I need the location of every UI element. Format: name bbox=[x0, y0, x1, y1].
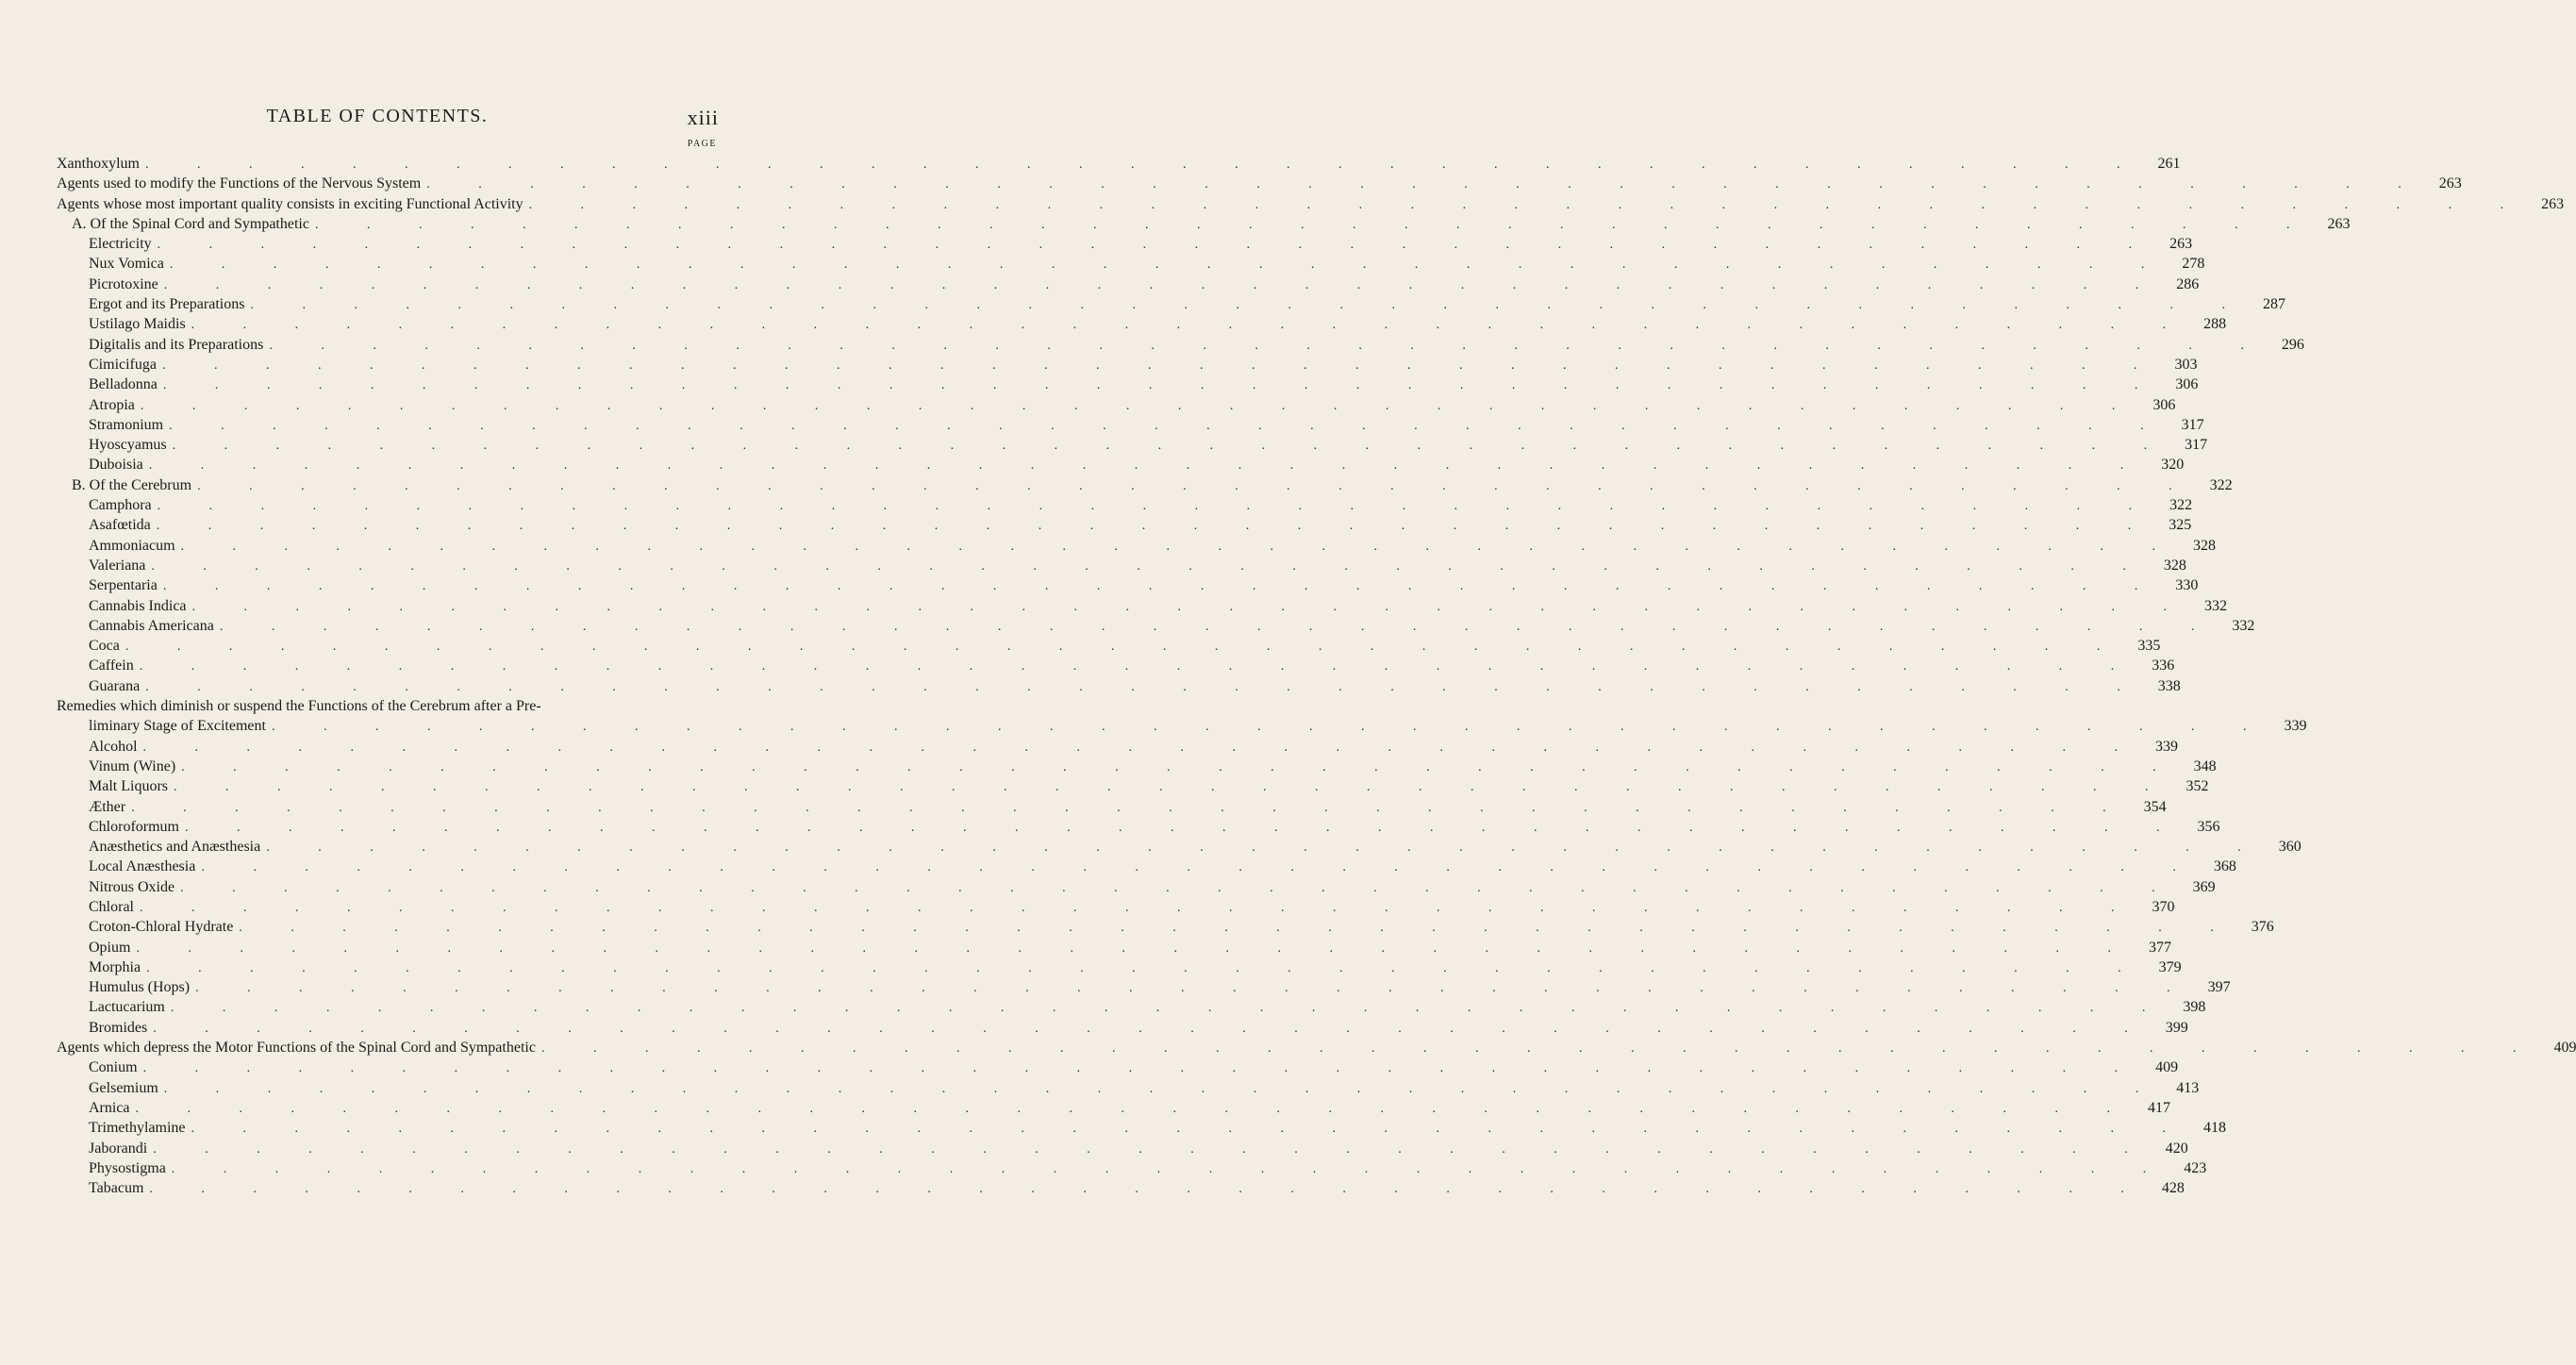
toc-entry-page: 369 bbox=[2192, 878, 2216, 895]
toc-entry bbox=[57, 817, 2220, 837]
toc-entry-page: 317 bbox=[2185, 437, 2208, 454]
toc-entry bbox=[57, 174, 2462, 193]
toc-entry bbox=[57, 957, 2182, 977]
toc-entry-page: 303 bbox=[2174, 356, 2198, 373]
dot-leader: . . . . . . . . . . . . . . . . . . . . . . . . . . . . . . . . . . . . . . . bbox=[185, 820, 2183, 835]
toc-entry-page: 322 bbox=[2169, 497, 2193, 514]
toc-entry bbox=[57, 355, 2198, 375]
toc-entry bbox=[57, 837, 2302, 857]
dot-leader: . . . . . . . . . . . . . . . . . . . . . . . . . . . . . . . . . . . . . . . bbox=[136, 941, 2134, 956]
toc-entry-title: Agents used to modify the Functions of the Nervous System bbox=[57, 175, 422, 192]
dot-leader: . . . . . . . . . . . . . . . . . . . . . . . . . . . . . . . . . . . . . . . bbox=[153, 1141, 2151, 1157]
toc-entry-page: 330 bbox=[2175, 577, 2199, 594]
toc-entry bbox=[57, 294, 2285, 314]
toc-entry-page: 320 bbox=[2161, 457, 2185, 474]
toc-entry-title: Æther bbox=[89, 798, 126, 815]
toc-entry bbox=[57, 254, 2205, 274]
toc-entry-page: 263 bbox=[2541, 195, 2565, 212]
dot-leader: . . . . . . . . . . . . . . . . . . . . . . . . . . . . . . . . . . . . . . . bbox=[197, 478, 2195, 493]
toc-entry-page: 348 bbox=[2193, 757, 2217, 774]
toc-entry-page: 428 bbox=[2161, 1180, 2185, 1197]
dot-leader: . . . . . . . . . . . . . . . . . . . . . . . . . . . . . . . . . . . . . . . bbox=[195, 981, 2193, 996]
toc-entry bbox=[57, 596, 2228, 616]
page-column-label: PAGE bbox=[687, 139, 717, 149]
toc-entry-page: 397 bbox=[2207, 979, 2231, 996]
toc-entry-page: 423 bbox=[2184, 1159, 2207, 1176]
toc-entry-page: 377 bbox=[2148, 939, 2171, 956]
toc-entry bbox=[57, 495, 2193, 515]
toc-entry-title: Ammoniacum bbox=[89, 537, 175, 554]
toc-entry bbox=[57, 575, 2199, 595]
toc-entry bbox=[57, 536, 2217, 556]
toc-entry bbox=[57, 1118, 2227, 1138]
toc-entry-title: Guarana bbox=[89, 677, 141, 694]
toc-entry-page: 263 bbox=[2438, 175, 2462, 192]
toc-entry-continuation bbox=[57, 716, 2307, 736]
toc-entry-page: 328 bbox=[2193, 537, 2217, 554]
toc-entry bbox=[57, 455, 2185, 474]
dot-leader: . . . . . . . . . . . . . . . . . . . . . . . . . . . . . . . . . . . . . . . bbox=[162, 378, 2161, 393]
toc-entry-page: 332 bbox=[2232, 617, 2255, 634]
toc-entry bbox=[57, 234, 2193, 254]
toc-entry-page: 409 bbox=[2553, 1040, 2576, 1057]
dot-leader: . . . . . . . . . . . . . . . . . . . . . . . . . . . . . . . . . . . . . . . bbox=[162, 579, 2161, 594]
toc-entry-title: Conium bbox=[89, 1059, 138, 1076]
dot-leader: . . . . . . . . . . . . . . . . . . . . . . . . . . . . . . . . . . . . . . . bbox=[528, 197, 2527, 212]
dot-leader: . . . . . . . . . . . . . . . . . . . . . . . . . . . . . . . . . . . . . . . bbox=[219, 619, 2218, 634]
dot-leader: . . . . . . . . . . . . . . . . . . . . . . . . . . . . . . . . . . . . . . . bbox=[145, 158, 2143, 172]
dot-leader: . . . . . . . . . . . . . . . . . . . . . . . . . . . . . . . . . . . . . . . bbox=[201, 860, 2199, 875]
dot-leader: . . . . . . . . . . . . . . . . . . . . . . . . . . . . . . . . . . . . . . . bbox=[314, 217, 2313, 232]
toc-entry-title: Cannabis Indica bbox=[89, 597, 187, 614]
dot-leader: . . . . . . . . . . . . . . . . . . . . . . . . . . . . . . . . . . . . . . . bbox=[156, 519, 2154, 534]
toc-entry-title: Atropia bbox=[89, 396, 135, 413]
toc-entry-page: 328 bbox=[2163, 557, 2186, 574]
toc-entry-title: Tabacum bbox=[89, 1180, 144, 1197]
toc-entry-page: 278 bbox=[2182, 256, 2205, 273]
toc-entry bbox=[57, 395, 2176, 415]
toc-entry-title: Morphia bbox=[89, 958, 141, 975]
toc-entry-page: 306 bbox=[2152, 396, 2176, 413]
toc-entry bbox=[57, 636, 2161, 656]
toc-entry-page: 370 bbox=[2152, 898, 2175, 915]
toc-entry-title: Remedies which diminish or suspend the Functions of the Cerebrum after a Pre- bbox=[57, 698, 541, 715]
dot-leader: . . . . . . . . . . . . . . . . . . . . . . . . . . . . . . . . . . . . . . . bbox=[146, 960, 2144, 975]
toc-entry-title: Digitalis and its Preparations bbox=[89, 336, 264, 353]
toc-entry-page: 336 bbox=[2152, 658, 2175, 674]
toc-entry bbox=[57, 435, 2208, 455]
dot-leader: . . . . . . . . . . . . . . . . . . . . . . . . . . . . . . . . . . . . . . . bbox=[135, 1101, 2134, 1116]
toc-entry bbox=[57, 797, 2167, 817]
toc-entry-page: 379 bbox=[2158, 958, 2182, 975]
toc-entry bbox=[57, 1018, 2188, 1038]
toc-entry bbox=[57, 335, 2304, 355]
dot-leader: . . . . . . . . . . . . . . . . . . . . . . . . . . . . . . . . . . . . . . . bbox=[157, 238, 2155, 253]
toc-entry bbox=[57, 938, 2171, 957]
toc-entry-title: Nitrous Oxide bbox=[89, 878, 175, 895]
toc-entry-title: Xanthoxylum bbox=[57, 156, 140, 172]
toc-entry-title: Belladonna bbox=[89, 376, 158, 393]
toc-entry-title: Gelsemium bbox=[89, 1079, 158, 1096]
toc-entry-page: 409 bbox=[2155, 1059, 2179, 1076]
toc-entry-page: 352 bbox=[2185, 778, 2209, 795]
toc-entry-title: Nux Vomica bbox=[89, 256, 164, 273]
dot-leader: . . . . . . . . . . . . . . . . . . . . . . . . . . . . . . . . . . . . . . . bbox=[161, 358, 2160, 373]
table-of-contents bbox=[57, 154, 2576, 1198]
toc-entry bbox=[57, 275, 2200, 294]
toc-entry-page: 335 bbox=[2137, 638, 2161, 655]
dot-leader: . . . . . . . . . . . . . . . . . . . . . . . . . . . . . . . . . . . . . . . bbox=[163, 277, 2162, 292]
toc-entry-page: 376 bbox=[2251, 919, 2274, 936]
toc-entry-title: A. Of the Spinal Cord and Sympathetic bbox=[72, 215, 309, 232]
toc-entry bbox=[57, 776, 2209, 796]
dot-leader: . . . . . . . . . . . . . . . . . . . . . . . . . . . . . . . . . . . . . . . bbox=[426, 177, 2424, 192]
toc-entry bbox=[57, 1038, 2576, 1057]
toc-entry-title: Duboisia bbox=[89, 457, 143, 474]
toc-entry-title: Alcohol bbox=[89, 738, 138, 755]
toc-entry-page: 263 bbox=[2327, 215, 2351, 232]
toc-entry-title: Picrotoxine bbox=[89, 275, 158, 292]
toc-entry-title: Local Anæsthesia bbox=[89, 858, 196, 875]
dot-leader: . . . . . . . . . . . . . . . . . . . . . . . . . . . . . . . . . . . . . . . bbox=[131, 800, 2129, 815]
toc-entry bbox=[57, 1178, 2185, 1198]
toc-entry bbox=[57, 977, 2231, 997]
toc-entry-page: 368 bbox=[2213, 858, 2236, 875]
dot-leader: . . . . . . . . . . . . . . . . . . . . . . . . . . . . . . . . . . . . . . . bbox=[142, 1061, 2141, 1076]
dot-leader: . . . . . . . . . . . . . . . . . . . . . . . . . . . . . . . . . . . . . . . bbox=[163, 1081, 2162, 1096]
dot-leader: . . . . . . . . . . . . . . . . . . . . . . . . . . . . . . . . . . . . . . . bbox=[271, 720, 2269, 735]
toc-entry-page: 332 bbox=[2204, 597, 2228, 614]
toc-entry-page: 322 bbox=[2209, 476, 2233, 493]
toc-entry-title: Jaborandi bbox=[89, 1140, 148, 1157]
toc-entry-title: Cannabis Americana bbox=[89, 617, 214, 634]
dot-leader: . . . . . . . . . . . . . . . . . . . . . . . . . . . . . . . . . . . . . . . bbox=[180, 880, 2178, 895]
toc-entry bbox=[57, 415, 2204, 435]
toc-entry-page: 417 bbox=[2148, 1099, 2171, 1116]
toc-entry-title: B. Of the Cerebrum bbox=[72, 476, 192, 493]
toc-entry-page: 339 bbox=[2155, 738, 2179, 755]
dot-leader: . . . . . . . . . . . . . . . . . . . . . . . . . . . . . . . . . . . . . . . bbox=[181, 759, 2179, 774]
dot-leader: . . . . . . . . . . . . . . . . . . . . . . . . . . . . . . . . . . . . . . . bbox=[153, 1021, 2151, 1036]
toc-entry bbox=[57, 1078, 2200, 1098]
toc-entry-title: Anæsthetics and Anæsthesia bbox=[89, 839, 261, 856]
toc-entry-page: 360 bbox=[2278, 839, 2302, 856]
toc-entry bbox=[57, 757, 2217, 776]
toc-entry-page: 286 bbox=[2176, 275, 2200, 292]
toc-entry bbox=[57, 897, 2175, 917]
toc-entry-title: Opium bbox=[89, 939, 131, 956]
toc-entry-page: 287 bbox=[2262, 296, 2285, 313]
toc-entry-title: Asafœtida bbox=[89, 517, 151, 534]
toc-entry-page: 418 bbox=[2203, 1120, 2227, 1137]
toc-entry-title: Lactucarium bbox=[89, 999, 165, 1016]
header-title: TABLE OF CONTENTS. bbox=[266, 106, 489, 126]
toc-entry bbox=[57, 375, 2199, 394]
toc-entry-page: 356 bbox=[2197, 818, 2220, 835]
toc-entry-page: 354 bbox=[2143, 798, 2167, 815]
dot-leader: . . . . . . . . . . . . . . . . . . . . . . . . . . . . . . . . . . . . . . . bbox=[250, 298, 2248, 313]
dot-leader: . . . . . . . . . . . . . . . . . . . . . . . . . . . . . . . . . . . . . . . bbox=[180, 539, 2179, 554]
toc-entry-title: Chloroformum bbox=[89, 818, 179, 835]
toc-entry bbox=[57, 475, 2233, 495]
dot-leader: . . . . . . . . . . . . . . . . . . . . . . . . . . . . . . . . . . . . . . . bbox=[239, 921, 2236, 936]
toc-entry-page: 317 bbox=[2181, 416, 2204, 433]
header-page-number: xiii bbox=[687, 106, 719, 129]
toc-entry-title: Croton-Chloral Hydrate bbox=[89, 919, 234, 936]
dot-leader: . . . . . . . . . . . . . . . . . . . . . . . . . . . . . . . . . . . . . . . bbox=[149, 1182, 2147, 1197]
toc-entry-title: Coca bbox=[89, 638, 120, 655]
toc-entry-title: Caffein bbox=[89, 658, 134, 674]
dot-leader: . . . . . . . . . . . . . . . . . . . . . . . . . . . . . . . . . . . . . . . bbox=[157, 499, 2155, 514]
dot-leader: . . . . . . . . . . . . . . . . . . . . . . . . . . . . . . . . . . . . . . . bbox=[540, 1041, 2539, 1057]
toc-entry-page: 339 bbox=[2284, 718, 2307, 735]
toc-entry bbox=[57, 997, 2206, 1017]
toc-entry bbox=[57, 737, 2179, 757]
toc-entry bbox=[57, 194, 2565, 214]
toc-entry-title: Electricity bbox=[89, 236, 152, 253]
toc-entry-title: Agents whose most important quality consists in exciting Functional Activity bbox=[57, 195, 524, 212]
toc-entry-page: 413 bbox=[2176, 1079, 2200, 1096]
toc-entry bbox=[57, 1057, 2179, 1077]
dot-leader: . . . . . . . . . . . . . . . . . . . . . . . . . . . . . . . . . . . . . . . bbox=[171, 1161, 2169, 1176]
toc-entry bbox=[57, 314, 2227, 334]
toc-entry-title: Stramonium bbox=[89, 416, 164, 433]
toc-entry-title: Trimethylamine bbox=[89, 1120, 186, 1137]
toc-entry bbox=[57, 556, 2186, 575]
dot-leader: . . . . . . . . . . . . . . . . . . . . . . . . . . . . . . . . . . . . . . . bbox=[191, 599, 2190, 614]
toc-entry-page: 306 bbox=[2175, 376, 2199, 393]
toc-entry-title-continued: liminary Stage of Excitement bbox=[89, 718, 266, 735]
toc-entry-page: 420 bbox=[2165, 1140, 2188, 1157]
dot-leader: . . . . . . . . . . . . . . . . . . . . . . . . . . . . . . . . . . . . . . . bbox=[170, 1001, 2169, 1016]
toc-entry bbox=[57, 676, 2181, 696]
toc-entry-page: 296 bbox=[2281, 336, 2304, 353]
toc-entry-title: Valeriana bbox=[89, 557, 146, 574]
dot-leader: . . . . . . . . . . . . . . . . . . . . . . . . . . . . . . . . . . . . . . . bbox=[145, 679, 2143, 694]
toc-entry-page: 338 bbox=[2157, 677, 2181, 694]
toc-entry-title: Camphora bbox=[89, 497, 152, 514]
toc-entry-title: Agents which depress the Motor Functions of the Spinal Cord and Sympathetic bbox=[57, 1040, 536, 1057]
toc-entry-title: Chloral bbox=[89, 898, 134, 915]
toc-entry-page: 398 bbox=[2183, 999, 2206, 1016]
toc-entry-page: 288 bbox=[2203, 316, 2227, 333]
toc-entry bbox=[57, 214, 2351, 234]
dot-leader: . . . . . . . . . . . . . . . . . . . . . . . . . . . . . . . . . . . . . . . bbox=[169, 418, 2167, 433]
toc-entry-title: Ergot and its Preparations bbox=[89, 296, 245, 313]
toc-entry-title: Humulus (Hops) bbox=[89, 979, 191, 996]
toc-entry-title: Malt Liquors bbox=[89, 778, 168, 795]
dot-leader: . . . . . . . . . . . . . . . . . . . . . . . . . . . . . . . . . . . . . . . bbox=[169, 258, 2168, 273]
toc-entry-title: Serpentaria bbox=[89, 577, 158, 594]
running-header bbox=[0, 106, 755, 134]
dot-leader: . . . . . . . . . . . . . . . . . . . . . . . . . . . . . . . . . . . . . . . bbox=[139, 659, 2137, 674]
toc-entry bbox=[57, 1098, 2171, 1118]
toc-entry bbox=[57, 1139, 2188, 1158]
toc-entry-title: Vinum (Wine) bbox=[89, 757, 176, 774]
toc-entry bbox=[57, 857, 2236, 876]
toc-entry bbox=[57, 696, 2307, 737]
toc-entry-page: 399 bbox=[2165, 1019, 2188, 1036]
toc-entry bbox=[57, 877, 2216, 897]
dot-leader: . . . . . . . . . . . . . . . . . . . . . . . . . . . . . . . . . . . . . . . bbox=[174, 780, 2171, 795]
toc-entry-title: Hyoscyamus bbox=[89, 437, 167, 454]
toc-entry-title: Physostigma bbox=[89, 1159, 166, 1176]
toc-entry-page: 261 bbox=[2157, 156, 2181, 172]
toc-entry bbox=[57, 515, 2192, 535]
dot-leader: . . . . . . . . . . . . . . . . . . . . . . . . . . . . . . . . . . . . . . . bbox=[191, 1122, 2189, 1137]
toc-entry-title: Ustilago Maidis bbox=[89, 316, 186, 333]
dot-leader: . . . . . . . . . . . . . . . . . . . . . . . . . . . . . . . . . . . . . . . bbox=[191, 318, 2189, 333]
toc-entry-title: Cimicifuga bbox=[89, 356, 157, 373]
toc-entry-title: Bromides bbox=[89, 1019, 148, 1036]
toc-entry bbox=[57, 656, 2175, 675]
toc-entry bbox=[57, 917, 2274, 937]
toc-entry bbox=[57, 616, 2255, 636]
dot-leader: . . . . . . . . . . . . . . . . . . . . . . . . . . . . . . . . . . . . . . . bbox=[269, 338, 2267, 353]
dot-leader: . . . . . . . . . . . . . . . . . . . . . . . . . . . . . . . . . . . . . . . bbox=[148, 458, 2147, 474]
toc-entry bbox=[57, 154, 2181, 174]
dot-leader: . . . . . . . . . . . . . . . . . . . . . . . . . . . . . . . . . . . . . . . bbox=[125, 640, 2123, 655]
dot-leader: . . . . . . . . . . . . . . . . . . . . . . . . . . . . . . . . . . . . . . . bbox=[140, 900, 2137, 915]
toc-entry-title: Arnica bbox=[89, 1099, 130, 1116]
toc-entry-page: 263 bbox=[2169, 236, 2193, 253]
dot-leader: . . . . . . . . . . . . . . . . . . . . . . . . . . . . . . . . . . . . . . . bbox=[140, 398, 2138, 413]
dot-leader: . . . . . . . . . . . . . . . . . . . . . . . . . . . . . . . . . . . . . . . bbox=[266, 841, 2264, 856]
dot-leader: . . . . . . . . . . . . . . . . . . . . . . . . . . . . . . . . . . . . . . . bbox=[172, 439, 2170, 454]
toc-entry bbox=[57, 1158, 2207, 1178]
dot-leader: . . . . . . . . . . . . . . . . . . . . . . . . . . . . . . . . . . . . . . . bbox=[142, 740, 2141, 755]
dot-leader: . . . . . . . . . . . . . . . . . . . . . . . . . . . . . . . . . . . . . . . bbox=[151, 558, 2149, 574]
toc-entry-page: 325 bbox=[2169, 517, 2192, 534]
